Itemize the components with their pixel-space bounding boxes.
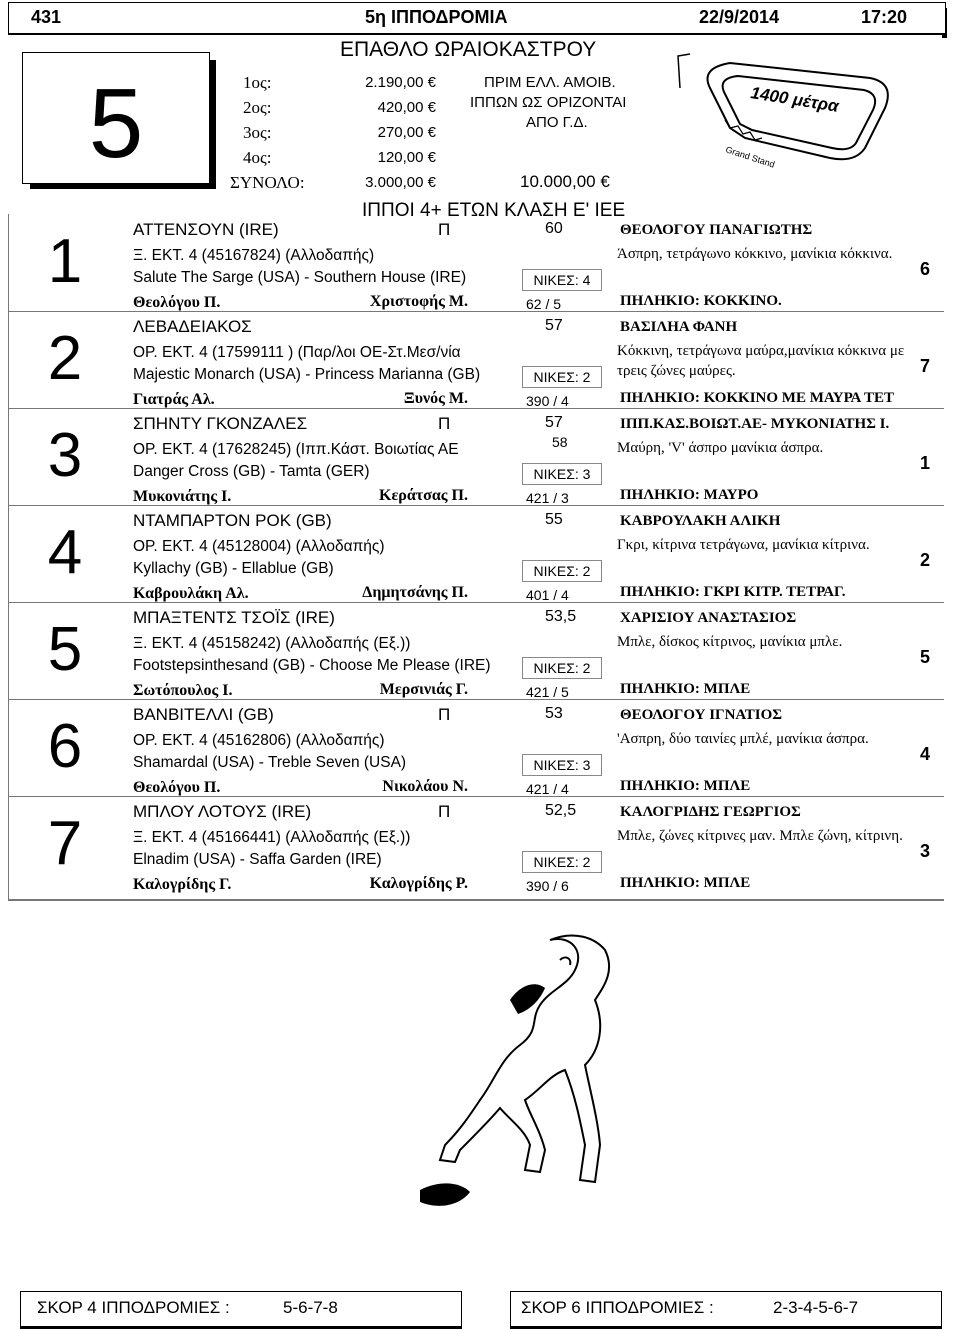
race-time: 17:20 xyxy=(861,7,908,27)
horse-jockey: Δημητσάνης Π. xyxy=(362,584,468,601)
prize-value-3: 270,00 € xyxy=(377,124,436,141)
horse-owner: ΒΑΣΙΛΗΑ ΦΑΝΗ xyxy=(620,319,738,335)
horse-owner: ΘΕΟΛΟΓΟΥ ΠΑΝΑΓΙΩΤΗΣ xyxy=(620,222,813,238)
wins-badge: ΝΙΚΕΣ: 2 xyxy=(522,657,602,679)
horse-head-detail xyxy=(560,958,570,965)
horse-owner: ΘΕΟΛΟΓΟΥ ΙΓΝΑΤΙΟΣ xyxy=(620,707,783,723)
track-start xyxy=(678,54,690,88)
horse-rating: 401 / 4 xyxy=(526,587,569,603)
horse-number: 5 xyxy=(47,615,83,684)
score6-label: ΣΚΟΡ 6 ΙΠΠΟΔΡΟΜΙΕΣ : xyxy=(521,1298,714,1317)
horse-trainer: Σωτόπουλος Ι. xyxy=(133,682,233,699)
race-date: 22/9/2014 xyxy=(699,7,780,27)
horse-trainer: Καλογρίδης Γ. xyxy=(133,876,232,893)
horse-rating: 421 / 5 xyxy=(526,684,569,700)
silks-description: Κόκκινη, τετράγωνα μαύρα,μανίκια κόκκινα με τρεις ζώνες μαύρες. xyxy=(617,343,905,379)
bonus-note-line-3: ΑΠΟ Γ.Δ. xyxy=(526,114,588,131)
horse-pedigree: Salute The Sarge (USA) - Southern House (IRE) xyxy=(133,269,467,286)
horse-name: ΜΠΑΞΤΕΝΤΣ ΤΣΟΪΣ (IRE) xyxy=(133,608,335,627)
wins-badge: ΝΙΚΕΣ: 2 xyxy=(522,560,602,582)
footer-score4-box xyxy=(20,1291,462,1329)
starting-draw: 5 xyxy=(919,647,930,667)
horse-rating: 421 / 3 xyxy=(526,490,569,506)
page-number: 431 xyxy=(31,7,62,27)
race-class: ΙΠΠΟΙ 4+ ΕΤΩΝ ΚΛΑΣΗ Ε' ΙΕΕ xyxy=(362,200,626,221)
horse-origin: Ξ. ΕΚΤ. 4 (45166441) (Αλλοδαπής (Εξ.)) xyxy=(133,829,411,846)
horse-origin: ΟΡ. ΕΚΤ. 4 (45128004) (Αλλοδαπής) xyxy=(133,538,385,555)
horse-weight: 52,5 xyxy=(545,802,577,819)
silks-description: 'Ασπρη, δύο ταινίες μπλέ, μανίκια άσπρα. xyxy=(617,731,869,747)
score4-value: 5-6-7-8 xyxy=(283,1298,338,1317)
grand-stand-label: Grand Stand xyxy=(724,144,777,170)
horse-tag: Π xyxy=(438,220,451,239)
starting-draw: 1 xyxy=(919,453,930,473)
horse-trainer: Γιατράς Αλ. xyxy=(133,391,215,408)
horse-number: 1 xyxy=(47,227,83,296)
prize-value-2: 420,00 € xyxy=(377,99,436,116)
horse-pedigree: Elnadim (USA) - Saffa Garden (IRE) xyxy=(133,851,382,868)
score6-value: 2-3-4-5-6-7 xyxy=(773,1298,859,1317)
bonus-total: 10.000,00 € xyxy=(520,172,610,191)
prize-value-total: 3.000,00 € xyxy=(365,174,436,191)
horse-number: 7 xyxy=(47,809,83,878)
score4-label: ΣΚΟΡ 4 ΙΠΠΟΔΡΟΜΙΕΣ : xyxy=(37,1298,230,1317)
horse-rating: 390 / 4 xyxy=(526,393,569,409)
wins-badge: ΝΙΚΕΣ: 2 xyxy=(522,366,602,388)
horse-rating: 390 / 6 xyxy=(526,878,569,894)
horse-pedigree: Kyllachy (GB) - Ellablue (GB) xyxy=(133,560,334,577)
table-bottom-border xyxy=(8,899,944,901)
prize-label-2: 2ος: xyxy=(243,98,272,117)
horse-name: ΒΑΝΒΙΤΕΛΛΙ (GB) xyxy=(133,705,274,724)
horse-rating: 62 / 5 xyxy=(526,296,562,312)
horse-origin: ΟΡ. ΕΚΤ. 4 (17599111 ) (Παρ/λοι ΟΕ-Στ.Μεσ/νία xyxy=(133,344,461,361)
row-divider xyxy=(8,505,944,506)
horse-pedigree: Danger Cross (GB) - Tamta (GER) xyxy=(133,463,370,480)
horse-pedigree: Shamardal (USA) - Treble Seven (USA) xyxy=(133,754,407,771)
horse-weight: 53,5 xyxy=(545,608,577,625)
horse-origin: Ξ. ΕΚΤ. 4 (45158242) (Αλλοδαπής (Εξ.)) xyxy=(133,635,411,652)
silks-description: Άσπρη, τετράγωνο κόκκινο, μανίκια κόκκινα. xyxy=(617,246,893,262)
horse-tag: Π xyxy=(438,414,451,433)
horse-tag: Π xyxy=(438,705,451,724)
helmet-color: ΠΗΛΗΚΙΟ: ΜΠΛΕ xyxy=(620,875,751,891)
helmet-color: ΠΗΛΗΚΙΟ: ΚΟΚΚΙΝΟ ΜΕ ΜΑΥΡΑ ΤΕΤ xyxy=(620,390,895,406)
horse-trainer: Μυκονιάτης Ι. xyxy=(133,488,232,505)
wins-badge: ΝΙΚΕΣ: 3 xyxy=(522,463,602,485)
horse-origin: Ξ. ΕΚΤ. 4 (45167824) (Αλλοδαπής) xyxy=(133,247,375,264)
horse-trainer: Θεολόγου Π. xyxy=(133,294,221,311)
horse-body-outline xyxy=(440,935,609,1182)
horse-owner: ΚΑΛΟΓΡΙΔΗΣ ΓΕΩΡΓΙΟΣ xyxy=(620,804,801,820)
starting-draw: 7 xyxy=(919,356,930,376)
track-distance: 1400 μέτρα xyxy=(749,83,840,116)
horse-weight: 60 xyxy=(545,220,563,237)
race-title: ΕΠΑΘΛΟ ΩΡΑΙΟΚΑΣΤΡΟΥ xyxy=(340,38,597,61)
horse-origin: ΟΡ. ΕΚΤ. 4 (45162806) (Αλλοδαπής) xyxy=(133,732,385,749)
horse-number: 3 xyxy=(47,421,83,490)
silks-description: Γκρι, κίτρινα τετράγωνα, μανίκια κίτρινα. xyxy=(617,537,870,553)
horse-owner: ΙΠΠ.ΚΑΣ.ΒΟΙΩΤ.ΑΕ- ΜΥΚΟΝΙΑΤΗΣ Ι. xyxy=(620,416,890,432)
horse-jockey: Ξυνός Μ. xyxy=(403,390,468,407)
wins-badge: ΝΙΚΕΣ: 3 xyxy=(522,754,602,776)
prize-label-4: 4ος: xyxy=(243,148,272,167)
prize-label-3: 3ος: xyxy=(243,123,272,142)
horse-tag: Π xyxy=(438,802,451,821)
horse-weight-alt: 58 xyxy=(552,434,568,450)
horse-pedigree: Footstepsinthesand (GB) - Choose Me Please (IRE) xyxy=(133,657,491,674)
horse-weight: 57 xyxy=(545,414,563,431)
horse-number: 2 xyxy=(47,324,83,393)
header-bar xyxy=(8,2,946,35)
horse-name: ΜΠΛΟΥ ΛΟΤΟΥΣ (IRE) xyxy=(133,802,312,821)
row-divider xyxy=(8,408,944,409)
horse-trainer: Καβρουλάκη Αλ. xyxy=(133,585,249,602)
row-divider xyxy=(8,796,944,797)
helmet-color: ΠΗΛΗΚΙΟ: ΜΠΛΕ xyxy=(620,778,751,794)
table-left-border xyxy=(8,214,9,900)
horse-origin: ΟΡ. ΕΚΤ. 4 (17628245) (Ιππ.Κάστ. Βοιωτίας ΑΕ xyxy=(133,441,459,458)
silks-description: Μαύρη, 'V' άσπρο μανίκια άσπρα. xyxy=(617,440,824,456)
race-number-box xyxy=(22,52,210,184)
prize-value-4: 120,00 € xyxy=(377,149,436,166)
prize-value-1: 2.190,00 € xyxy=(365,74,436,91)
horse-illustration xyxy=(400,930,640,1230)
horse-jockey: Νικολάου Ν. xyxy=(382,778,468,795)
horse-jockey: Κεράτσας Π. xyxy=(379,487,468,504)
track-diagram xyxy=(670,48,910,178)
race-number: 5 xyxy=(88,68,144,178)
silks-description: Μπλε, ζώνες κίτρινες μαν. Μπλε ζώνη, κίτρινη. xyxy=(617,828,903,844)
prize-label-total: ΣΥΝΟΛΟ: xyxy=(230,173,305,192)
horse-weight: 53 xyxy=(545,705,563,722)
helmet-color: ΠΗΛΗΚΙΟ: ΜΠΛΕ xyxy=(620,681,751,697)
row-divider xyxy=(8,311,944,312)
horse-hoof-shadow xyxy=(420,1183,470,1205)
starting-draw: 2 xyxy=(919,550,930,570)
horse-jockey: Μερσινιάς Γ. xyxy=(379,681,468,698)
horse-rating: 421 / 4 xyxy=(526,781,569,797)
prize-label-1: 1ος: xyxy=(243,73,272,92)
horse-name: ΛΕΒΑΔΕΙΑΚΟΣ xyxy=(133,317,252,336)
horse-pedigree: Majestic Monarch (USA) - Princess Marianna (GB) xyxy=(133,366,481,383)
race-label: 5η ΙΠΠΟΔΡΟΜΙΑ xyxy=(365,7,508,27)
starting-draw: 4 xyxy=(919,744,930,764)
horse-name: ΑΤΤΕΝΣΟΥΝ (IRE) xyxy=(133,220,279,239)
horse-trainer: Θεολόγου Π. xyxy=(133,779,221,796)
horse-owner: ΚΑΒΡΟΥΛΑΚΗ ΑΛΙΚΗ xyxy=(620,513,781,529)
wins-badge: ΝΙΚΕΣ: 2 xyxy=(522,851,602,873)
starting-draw: 3 xyxy=(919,841,930,861)
horse-jockey: Καλογρίδης Ρ. xyxy=(369,875,468,892)
horse-weight: 55 xyxy=(545,511,563,528)
row-divider xyxy=(8,699,944,700)
helmet-color: ΠΗΛΗΚΙΟ: ΜΑΥΡΟ xyxy=(620,487,759,503)
helmet-color: ΠΗΛΗΚΙΟ: ΚΟΚΚΙΝΟ. xyxy=(620,293,782,309)
horse-name: ΝΤΑΜΠΑΡΤΟΝ ΡΟΚ (GB) xyxy=(133,511,332,530)
horse-name: ΣΠΗΝΤΥ ΓΚΟΝΖΑΛΕΣ xyxy=(133,414,308,433)
horse-number: 4 xyxy=(47,518,83,587)
horse-owner: ΧΑΡΙΣΙΟΥ ΑΝΑΣΤΑΣΙΟΣ xyxy=(620,610,797,626)
row-divider xyxy=(8,602,944,603)
horse-weight: 57 xyxy=(545,317,563,334)
helmet-color: ΠΗΛΗΚΙΟ: ΓΚΡΙ ΚΙΤΡ. ΤΕΤΡΑΓ. xyxy=(620,584,846,600)
silks-description: Μπλε, δίσκος κίτρινος, μανίκια μπλε. xyxy=(617,634,843,650)
horse-number: 6 xyxy=(47,712,83,781)
bonus-note-line-2: ΙΠΠΩΝ ΩΣ ΟΡΙΖΟΝΤΑΙ xyxy=(470,94,627,111)
footer-score6-box xyxy=(510,1291,942,1329)
bonus-note-line-1: ΠΡΙΜ ΕΛΛ. ΑΜΟΙΒ. xyxy=(484,74,616,91)
horse-jockey: Χριστοφής Μ. xyxy=(369,293,468,310)
starting-draw: 6 xyxy=(919,259,930,279)
wins-badge: ΝΙΚΕΣ: 4 xyxy=(522,269,602,291)
